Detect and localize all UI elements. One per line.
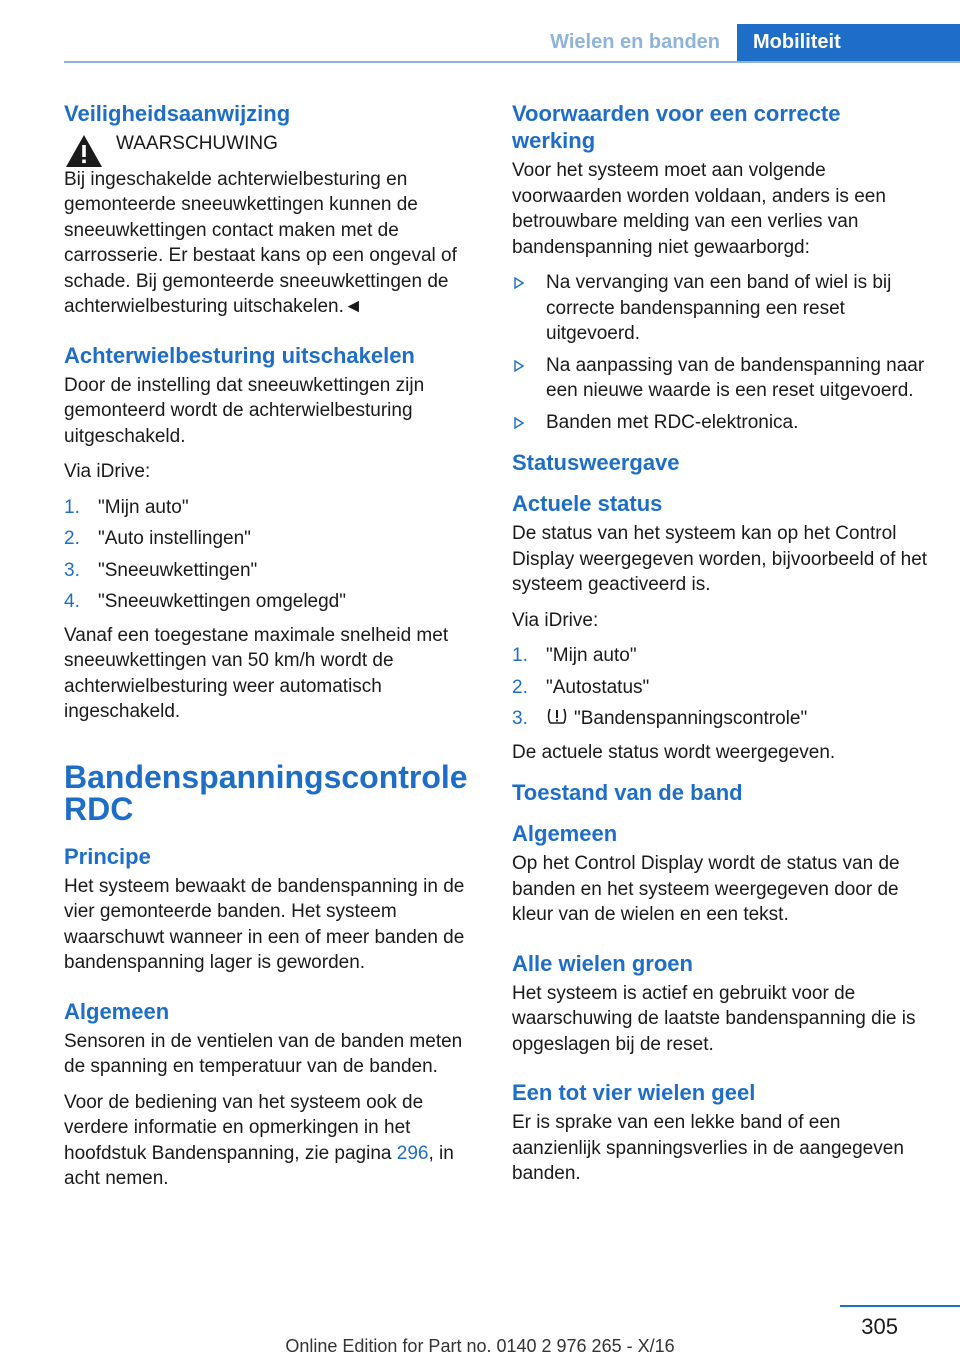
after-steps-text: De actuele status wordt weergegeven. (512, 741, 836, 763)
step-number: 4. (64, 591, 80, 612)
via-idrive-label: Via iDrive: (512, 609, 599, 631)
list-item (64, 558, 480, 584)
header-section-label: Wielen en banden (550, 31, 720, 53)
header-chapter-tab: Mobiliteit (737, 24, 960, 61)
step-number: 2. (512, 676, 528, 698)
bullet-text: Na vervanging van een band of wiel is bij correcte bandenspanning een reset uitgevoerd. (546, 272, 892, 344)
step-number: 2. (64, 528, 80, 549)
right-steps-list (512, 643, 928, 732)
footer-rule (840, 1305, 960, 1307)
step-number: 3. (512, 708, 528, 729)
list-item (512, 706, 928, 732)
current-status-heading: Actuele status (512, 491, 663, 516)
green-heading: Alle wielen groen (512, 950, 693, 976)
rdc-heading: Bandenspanningscontrole RDC (64, 758, 468, 827)
edition-footer: Online Edition for Part no. 0140 2 976 265 - X/16 (285, 1336, 675, 1356)
step-number: 1. (64, 496, 80, 518)
list-item (512, 353, 928, 404)
page-link[interactable]: 296 (396, 1142, 429, 1164)
step-text: "Bandenspanningscontrole" (574, 708, 808, 729)
step-number: 1. (512, 645, 528, 666)
header-rule (64, 61, 960, 63)
operation-text-pre: Voor de bediening van het systeem ook de verdere informatie en opmerkingen in het hoofdstuk Bandenspanning, zie pagina (64, 1091, 424, 1164)
principle-text: Het systeem bewaakt de bandenspanning in de vier gemonteerde banden. Het systeem waarschuwt wanneer in een of meer banden de bandenspanning lager is geworden. (64, 875, 465, 973)
disable-text: Door de instelling dat sneeuwkettingen zijn gemonteerd wordt de achterwielbesturing uitgeschakeld. (64, 374, 425, 447)
list-item (64, 589, 480, 615)
list-bullet-triangle-icon (514, 417, 524, 429)
tire-pressure-icon (546, 706, 568, 726)
principle-heading: Principe (64, 843, 151, 869)
list-item (512, 643, 928, 669)
via-idrive-label: Via iDrive: (64, 461, 151, 482)
bullet-text: Na aanpassing van de bandenspanning naar een nieuwe waarde is een reset uitgevoerd. (546, 354, 925, 401)
left-column (64, 100, 480, 1202)
operation-text-post: , in acht nemen. (64, 1142, 454, 1189)
left-steps-list (64, 495, 480, 615)
list-item (512, 410, 928, 436)
page-number: 305 (861, 1314, 898, 1339)
after-steps-text: Vanaf een toegestane maximale snelheid met sneeuwkettingen van 50 km/h wordt de achterwielbesturing weer automatisch ingeschakeld. (64, 624, 449, 722)
list-bullet-triangle-icon (514, 360, 524, 372)
general-heading: Algemeen (64, 998, 170, 1024)
disable-heading: Achterwielbesturing uitschakelen (64, 342, 415, 368)
bullet-text: Banden met RDC-elektronica. (546, 411, 799, 433)
right-column (512, 100, 928, 1197)
operation-text (64, 1090, 480, 1192)
current-status-text: De status van het systeem kan op het Control Display weergegeven worden, bijvoorbeeld of het systeem geactiveerd is. (512, 523, 928, 595)
general-text: Sensoren in de ventielen van de banden meten de spanning en temperatuur van de banden. (64, 1030, 463, 1077)
warning-block (64, 131, 480, 157)
step-number: 3. (64, 559, 80, 581)
step-text: "Sneeuwkettingen omgelegd" (98, 591, 346, 612)
warning-text: Bij ingeschakelde achterwielbesturing en gemonteerde sneeuwkettingen kunnen de sneeuwkettingen contact maken met de carrosserie. Er bestaat kans op een ongeval of schade. Bij gemonteerde sneeuwkettingen de achterwielbesturing uitschakelen.◄ (64, 168, 457, 317)
conditions-text: Voor het systeem moet aan volgende voorwaarden worden voldaan, anders is een betrouwbare melding van een verlies van bandenspanning niet gewaarborgd: (512, 160, 886, 258)
conditions-heading: Voorwaarden voor een correcte werking (512, 101, 841, 153)
list-item (64, 526, 480, 552)
status-heading: Statusweergave (512, 450, 680, 475)
safety-heading: Veiligheidsaanwijzing (64, 101, 291, 126)
tire-condition-heading: Toestand van de band (512, 780, 743, 805)
yellow-heading: Een tot vier wielen geel (512, 1080, 756, 1105)
step-text: "Auto instellingen" (98, 528, 251, 549)
step-text: "Mijn auto" (98, 496, 189, 518)
step-text: "Sneeuwkettingen" (98, 559, 258, 581)
general-text: Op het Control Display wordt de status van de banden en het systeem weergegeven door de kleur van de wielen en een tekst. (512, 853, 900, 925)
list-bullet-triangle-icon (514, 277, 524, 289)
warning-triangle-icon (64, 133, 104, 169)
general-heading: Algemeen (512, 821, 618, 846)
list-item (512, 675, 928, 701)
green-text: Het systeem is actief en gebruikt voor de waarschuwing de laatste bandenspanning die is opgeslagen bij de reset. (512, 982, 916, 1055)
warning-label: WAARSCHUWING (116, 133, 278, 154)
yellow-text: Er is sprake van een lekke band of een aanzienlijk spanningsverlies in de aangegeven banden. (512, 1112, 904, 1184)
list-item (512, 270, 928, 347)
step-text: "Autostatus" (546, 676, 650, 698)
step-text: "Mijn auto" (546, 645, 637, 666)
list-item (64, 495, 480, 521)
conditions-list (512, 270, 928, 435)
